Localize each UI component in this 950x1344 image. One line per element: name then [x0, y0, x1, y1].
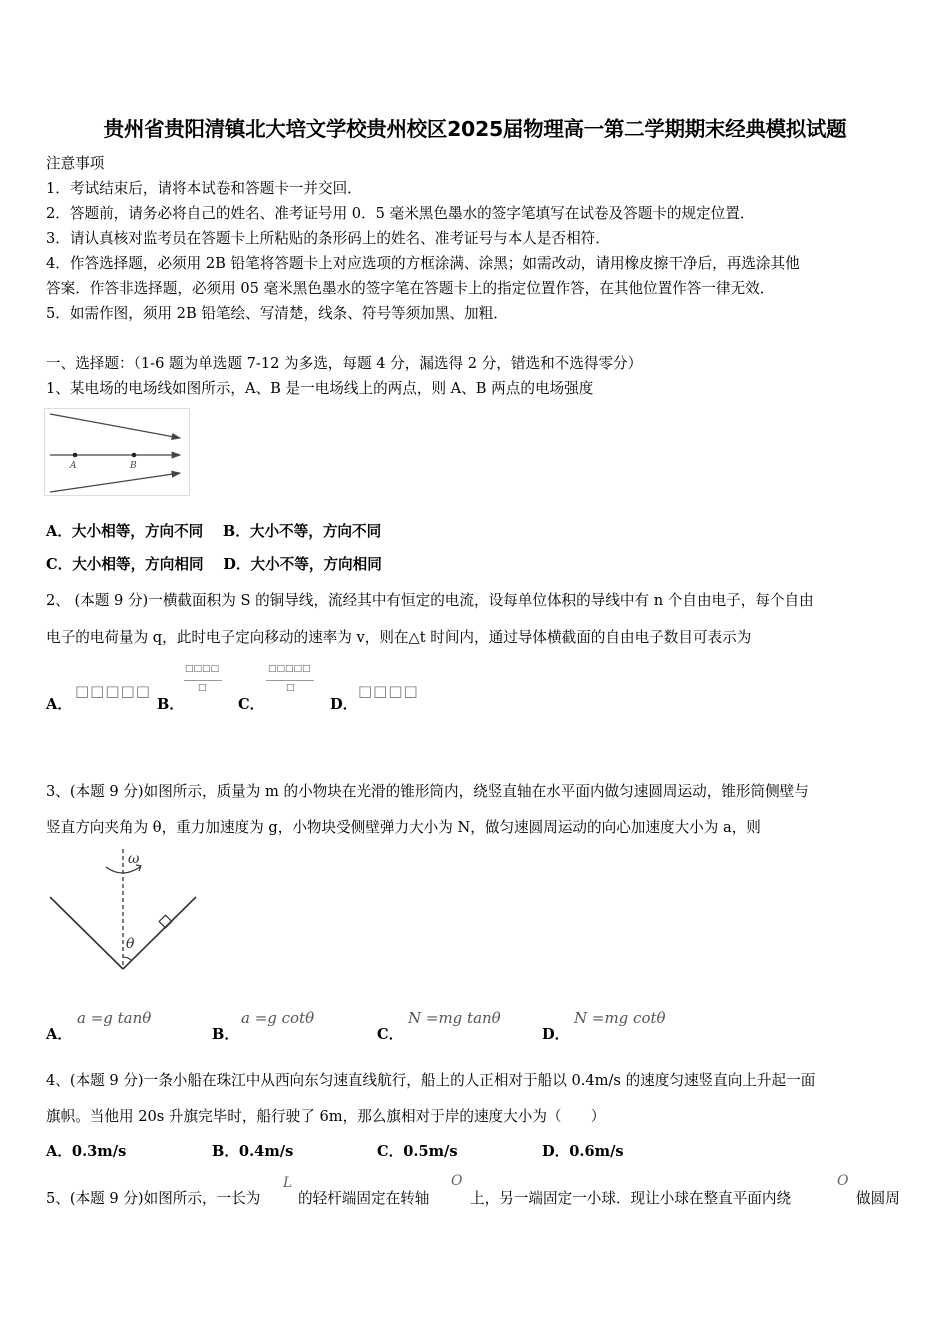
- point-a-label: A: [70, 461, 77, 471]
- symbol-o: O: [451, 1173, 463, 1189]
- q3-option-d-label: D．: [542, 1026, 570, 1043]
- question-2-line2: 电子的电荷量为 q，此时电子定向移动的速率为 v，则在△t 时间内，通过导体横截面的自由电子数目可表示为: [46, 629, 752, 646]
- q4-option-d: D．0.6m/s: [542, 1143, 624, 1160]
- q2-option-d-label: D．: [330, 696, 358, 713]
- q3-option-a-label: A．: [46, 1026, 72, 1043]
- notice-item: 2．答题前，请务必将自己的姓名、准考证号用 0．5 毫米黑色墨水的签字笔填写在试卷及答题卡的规定位置．: [46, 205, 755, 222]
- section-heading: 一、选择题：（1-6 题为单选题 7-12 为多选，每题 4 分，漏选得 2 分，错选和不选得零分）: [46, 355, 643, 372]
- q2-option-b-label: B．: [157, 696, 184, 713]
- symbol-o: O: [837, 1173, 849, 1189]
- q3-option-d-expr: N =mg cotθ: [574, 1009, 666, 1027]
- notice-item: 4．作答选择题，必须用 2B 铅笔将答题卡上对应选项的方框涂满、涂黑；如需改动，请用橡皮擦干净后，再选涂其他: [46, 255, 800, 272]
- question-5-part2: 的轻杆端固定在转轴: [298, 1190, 430, 1207]
- q2-option-c-den: □: [286, 683, 295, 693]
- page-title: 贵州省贵阳清镇北大培文学校贵州校区2025届物理高一第二学期期末经典模拟试题: [103, 117, 847, 141]
- q4-option-c: C．0.5m/s: [377, 1143, 458, 1160]
- question-4-line1: 4、(本题 9 分)一条小船在珠江中从西向东匀速直线航行，船上的人正相对于船以 0.4m/s 的速度匀速竖直向上升起一面: [46, 1072, 816, 1089]
- question-5-part1: 5、(本题 9 分)如图所示，一长为: [46, 1190, 261, 1207]
- notice-item: 答案．作答非选择题，必须用 05 毫米黑色墨水的签字笔在答题卡上的指定位置作答，在其他位置作答一律无效．: [46, 280, 775, 297]
- question-4-line2: 旗帜。当他用 20s 升旗完毕时，船行驶了 6m，那么旗相对于岸的速度大小为（ ）: [46, 1108, 606, 1125]
- q2-option-c-num: □□□□□: [268, 664, 311, 674]
- notice-item: 5．如需作图，须用 2B 铅笔绘、写清楚，线条、符号等须加黑、加粗．: [46, 305, 508, 322]
- question-3-line2: 竖直方向夹角为 θ，重力加速度为 g，小物块受侧壁弹力大小为 N，做匀速圆周运动的向心加速度大小为 a，则: [46, 819, 761, 836]
- notice-item: 1．考试结束后，请将本试卷和答题卡一并交回．: [46, 180, 362, 197]
- question-3-line1: 3、(本题 9 分)如图所示，质量为 m 的小物块在光滑的锥形筒内，绕竖直轴在水平面内做匀速圆周运动，锥形筒侧壁与: [46, 783, 809, 800]
- q4-option-a: A．0.3m/s: [46, 1143, 127, 1160]
- notice-item: 3．请认真核对监考员在答题卡上所粘贴的条形码上的姓名、准考证号与本人是否相符．: [46, 230, 610, 247]
- question-1-stem: 1、某电场的电场线如图所示，A、B 是一电场线上的两点，则 A、B 两点的电场强度: [46, 380, 594, 397]
- q3-option-c-expr: N =mg tanθ: [408, 1009, 501, 1027]
- q2-option-a-label: A．: [46, 696, 72, 713]
- q3-option-c-label: C．: [377, 1026, 404, 1043]
- fraction-bar: [184, 680, 222, 681]
- notice-heading: 注意事项: [46, 155, 105, 172]
- q2-option-b-den: □: [198, 683, 207, 693]
- question-5-part3: 上，另一端固定一小球．现让小球在整直平面内绕: [470, 1190, 792, 1207]
- question-1-options-ab: A．大小相等，方向不同 B．大小不等，方向不同: [46, 523, 382, 540]
- q4-option-b: B．0.4m/s: [212, 1143, 294, 1160]
- q2-option-a-expr: □□□□□: [75, 682, 151, 700]
- point-b-label: B: [130, 461, 137, 471]
- question-1-options-cd: C．大小相等，方向相同 D．大小不等，方向相同: [46, 556, 382, 573]
- question-2-line1: 2、 (本题 9 分)一横截面积为 S 的铜导线，流经其中有恒定的电流，设每单位体积的导线中有 n 个自由电子，每个自由: [46, 592, 814, 609]
- q2-option-c-label: C．: [238, 696, 265, 713]
- omega-label: ω: [128, 851, 140, 867]
- electric-field-diagram: [44, 408, 190, 496]
- fraction-bar: [266, 680, 314, 681]
- q2-option-d-expr: □□□□: [358, 682, 419, 700]
- q3-option-b-label: B．: [212, 1026, 239, 1043]
- symbol-l: L: [283, 1175, 293, 1191]
- q3-option-b-expr: a =g cotθ: [241, 1009, 315, 1027]
- theta-label: θ: [126, 936, 135, 952]
- cone-diagram: [44, 845, 204, 975]
- q3-option-a-expr: a =g tanθ: [77, 1009, 152, 1027]
- question-5-part4: 做圆周: [856, 1190, 900, 1207]
- q2-option-b-num: □□□□: [185, 664, 220, 674]
